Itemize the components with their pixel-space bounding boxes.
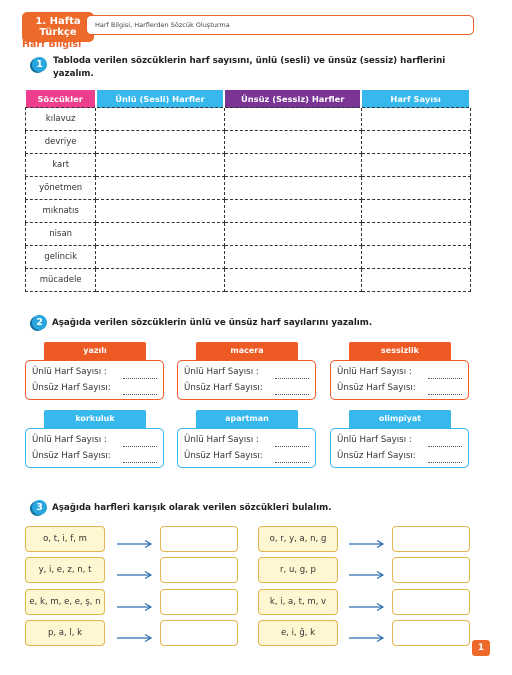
consonant-count-blank[interactable] [428, 462, 462, 463]
consonants-cell[interactable] [224, 223, 361, 246]
consonant-count-label: Ünsüz Harf Sayısı: [32, 383, 111, 393]
consonants-cell[interactable] [224, 154, 361, 177]
scrambled-letters: e, k, m, e, e, ş, n [25, 589, 105, 615]
arrow-right-icon [117, 534, 153, 544]
topic-label: Harf Bilgisi [22, 39, 82, 50]
vowels-cell[interactable] [96, 246, 224, 269]
count-cell[interactable] [361, 108, 470, 131]
vowel-count-blank[interactable] [123, 446, 157, 447]
word-count-box [177, 360, 316, 400]
word-label: macera [196, 342, 298, 360]
col-header-words: Sözcükler [26, 90, 96, 108]
vowel-count-blank[interactable] [428, 446, 462, 447]
count-cell[interactable] [361, 200, 470, 223]
table-row [26, 223, 471, 246]
consonant-count-label: Ünsüz Harf Sayısı: [32, 451, 111, 461]
word-cell: nisan [26, 223, 96, 246]
word-label: sessizlik [349, 342, 451, 360]
vowels-cell[interactable] [96, 200, 224, 223]
scrambled-letters: y, i, e, z, n, t [25, 557, 105, 583]
consonant-count-label: Ünsüz Harf Sayısı: [337, 451, 416, 461]
vowels-cell[interactable] [96, 269, 224, 292]
question-2-text: Aşağıda verilen sözcüklerin ünlü ve ünsüz harf sayılarını yazalım. [52, 318, 373, 328]
count-cell[interactable] [361, 246, 470, 269]
answer-box[interactable] [160, 589, 238, 615]
answer-box[interactable] [392, 526, 470, 552]
count-cell[interactable] [361, 177, 470, 200]
word-cell: mıknatıs [26, 200, 96, 223]
arrow-right-icon [349, 534, 385, 544]
vowel-count-blank[interactable] [275, 378, 309, 379]
vowels-cell[interactable] [96, 108, 224, 131]
word-count-box [330, 428, 469, 468]
vowels-cell[interactable] [96, 177, 224, 200]
scrambled-letters: p, a, l, k [25, 620, 105, 646]
subject-label: Türkçe [39, 27, 77, 38]
vowel-count-blank[interactable] [123, 378, 157, 379]
vowel-count-label: Ünlü Harf Sayısı : [32, 435, 107, 445]
answer-box[interactable] [160, 557, 238, 583]
question-1-text: Tabloda verilen sözcüklerin harf sayısını, ünlü (sesli) ve ünsüz (sessiz) harflerini yazalım. [53, 56, 446, 79]
consonant-count-label: Ünsüz Harf Sayısı: [184, 383, 263, 393]
arrow-right-icon [117, 597, 153, 607]
scrambled-letters: r, u, g, p [258, 557, 338, 583]
question-2-number: 2 [32, 315, 47, 330]
scrambled-letters: k, i, a, t, m, v [258, 589, 338, 615]
word-count-box [25, 428, 164, 468]
vowel-count-label: Ünlü Harf Sayısı : [184, 367, 259, 377]
table-row [26, 108, 471, 131]
question-3-text: Aşağıda harfleri karışık olarak verilen sözcükleri bulalım. [52, 503, 332, 513]
word-cell: kılavuz [26, 108, 96, 131]
consonants-cell[interactable] [224, 131, 361, 154]
arrow-right-icon [117, 565, 153, 575]
page-number: 1 [472, 640, 490, 656]
table-row [26, 246, 471, 269]
vowels-cell[interactable] [96, 154, 224, 177]
col-header-vowels: Ünlü (Sesli) Harfler [96, 90, 224, 108]
vowel-count-label: Ünlü Harf Sayısı : [337, 367, 412, 377]
table-row [26, 200, 471, 223]
word-cell: mücadele [26, 269, 96, 292]
arrow-right-icon [349, 628, 385, 638]
lesson-title: Harf Bilgisi, Harflerden Sözcük Oluşturma [86, 15, 474, 35]
vowel-count-label: Ünlü Harf Sayısı : [32, 367, 107, 377]
table-row [26, 177, 471, 200]
table-header-row [26, 90, 471, 108]
count-cell[interactable] [361, 223, 470, 246]
arrow-right-icon [349, 597, 385, 607]
word-count-box [25, 360, 164, 400]
answer-box[interactable] [160, 620, 238, 646]
vowel-count-blank[interactable] [428, 378, 462, 379]
scrambled-letters: o, t, i, f, m [25, 526, 105, 552]
consonant-count-label: Ünsüz Harf Sayısı: [337, 383, 416, 393]
consonants-cell[interactable] [224, 269, 361, 292]
table-row [26, 154, 471, 177]
consonant-count-blank[interactable] [275, 394, 309, 395]
consonants-cell[interactable] [224, 177, 361, 200]
count-cell[interactable] [361, 131, 470, 154]
week-badge [22, 12, 94, 42]
word-label: yazılı [44, 342, 146, 360]
consonant-count-label: Ünsüz Harf Sayısı: [184, 451, 263, 461]
answer-box[interactable] [392, 589, 470, 615]
word-count-box [330, 360, 469, 400]
answer-box[interactable] [160, 526, 238, 552]
word-count-box [177, 428, 316, 468]
letters-table [25, 90, 471, 292]
vowel-count-blank[interactable] [275, 446, 309, 447]
count-cell[interactable] [361, 269, 470, 292]
word-label: korkuluk [44, 410, 146, 428]
consonants-cell[interactable] [224, 200, 361, 223]
word-cell: yönetmen [26, 177, 96, 200]
answer-box[interactable] [392, 557, 470, 583]
scrambled-letters: o, r, y, a, n, g [258, 526, 338, 552]
scrambled-letters: e, i, ğ, k [258, 620, 338, 646]
col-header-letter-count: Harf Sayısı [361, 90, 470, 108]
arrow-right-icon [349, 565, 385, 575]
consonants-cell[interactable] [224, 246, 361, 269]
word-cell: devriye [26, 131, 96, 154]
consonant-count-blank[interactable] [428, 394, 462, 395]
answer-box[interactable] [392, 620, 470, 646]
table-row [26, 131, 471, 154]
week-label: 1. Hafta [35, 16, 81, 27]
consonant-count-blank[interactable] [275, 462, 309, 463]
consonants-cell[interactable] [224, 108, 361, 131]
table-row [26, 269, 471, 292]
question-3-number: 3 [32, 500, 47, 515]
col-header-consonants: Ünsüz (Sessiz) Harfler [224, 90, 361, 108]
vowels-cell[interactable] [96, 131, 224, 154]
consonant-count-blank[interactable] [123, 394, 157, 395]
consonant-count-blank[interactable] [123, 462, 157, 463]
word-label: olimpiyat [349, 410, 451, 428]
question-1-number: 1 [32, 57, 47, 72]
word-label: apartman [196, 410, 298, 428]
arrow-right-icon [117, 628, 153, 638]
vowels-cell[interactable] [96, 223, 224, 246]
word-cell: kart [26, 154, 96, 177]
vowel-count-label: Ünlü Harf Sayısı : [184, 435, 259, 445]
vowel-count-label: Ünlü Harf Sayısı : [337, 435, 412, 445]
count-cell[interactable] [361, 154, 470, 177]
word-cell: gelincik [26, 246, 96, 269]
